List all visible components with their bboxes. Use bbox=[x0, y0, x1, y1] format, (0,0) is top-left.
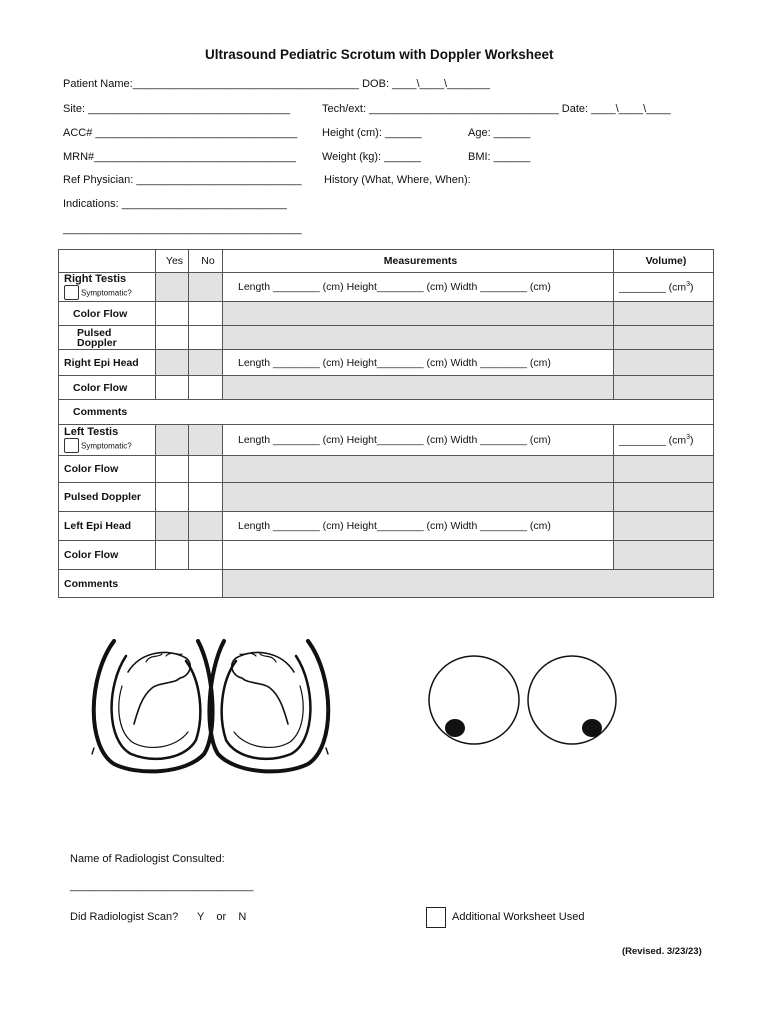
volume-column-header: Volume) bbox=[614, 250, 714, 273]
right-epi-measurements[interactable]: Length ________ (cm) Height________ (cm) Width ________ (cm) bbox=[223, 350, 614, 376]
pulsed-doppler-1-line-b: Doppler bbox=[77, 336, 117, 349]
color-flow-4-no-cell[interactable] bbox=[189, 541, 223, 570]
right-transverse-testis bbox=[429, 656, 519, 744]
pulsed-doppler-label-1 bbox=[59, 326, 156, 350]
ref-physician-field[interactable]: Ref Physician: ___________________________ bbox=[63, 174, 302, 186]
comments-row-1 bbox=[59, 400, 714, 425]
no-column-header: No bbox=[189, 250, 223, 273]
right-testis-yes-cell[interactable] bbox=[156, 273, 189, 302]
color-flow-label-4: Color Flow bbox=[59, 541, 156, 570]
pulsed-doppler-row-1 bbox=[59, 326, 714, 350]
color-flow-1-measure-cell bbox=[223, 302, 614, 326]
color-flow-row-4 bbox=[59, 541, 714, 570]
pulsed-doppler-2-measure-cell bbox=[223, 483, 614, 512]
pulsed-doppler-1-volume-cell bbox=[614, 326, 714, 350]
left-testis-volume[interactable] bbox=[614, 425, 714, 456]
right-epididymis-dot bbox=[445, 719, 465, 737]
right-epi-no-cell[interactable] bbox=[189, 350, 223, 376]
patient-name-dob-field[interactable]: Patient Name:_____________________________________ DOB: ____\____\_______ bbox=[63, 78, 490, 90]
left-testis-sketch bbox=[92, 641, 213, 771]
right-epi-head-row bbox=[59, 350, 714, 376]
indications-field[interactable]: Indications: ___________________________ bbox=[63, 198, 287, 210]
right-testis-measurements[interactable]: Length ________ (cm) Height________ (cm) Width ________ (cm) bbox=[223, 273, 614, 302]
left-testis-measurements[interactable]: Length ________ (cm) Height________ (cm) Width ________ (cm) bbox=[223, 425, 614, 456]
color-flow-2-volume-cell bbox=[614, 376, 714, 400]
right-volume-sup: 3 bbox=[686, 280, 691, 288]
age-field[interactable]: Age: ______ bbox=[468, 127, 531, 139]
left-transverse-testis bbox=[528, 656, 616, 744]
color-flow-label-1: Color Flow bbox=[59, 302, 156, 326]
left-testis-yes-cell[interactable] bbox=[156, 425, 189, 456]
color-flow-label-2: Color Flow bbox=[59, 376, 156, 400]
table-header-row bbox=[59, 250, 714, 273]
color-flow-3-yes-cell[interactable] bbox=[156, 456, 189, 483]
header-empty-cell bbox=[59, 250, 156, 273]
right-epi-head-label: Right Epi Head bbox=[59, 350, 156, 376]
pulsed-doppler-1-measure-cell bbox=[223, 326, 614, 350]
indications-extra-line[interactable]: _______________________________________ bbox=[63, 223, 302, 235]
worksheet-title: Ultrasound Pediatric Scrotum with Doppler Worksheet bbox=[205, 47, 554, 62]
comments-field-1[interactable]: Comments bbox=[59, 400, 714, 425]
color-flow-4-measure-cell[interactable] bbox=[223, 541, 614, 570]
bmi-field[interactable]: BMI: ______ bbox=[468, 151, 531, 163]
left-epididymis-dot bbox=[582, 719, 602, 737]
right-testis-label: Right Testis bbox=[64, 273, 127, 285]
tech-date-field[interactable]: Tech/ext: _______________________________ Date: ____\____\____ bbox=[322, 103, 671, 115]
left-testis-label: Left Testis bbox=[64, 426, 119, 438]
color-flow-2-measure-cell bbox=[223, 376, 614, 400]
color-flow-1-no-cell[interactable] bbox=[189, 302, 223, 326]
left-symptomatic-label: Symptomatic? bbox=[81, 441, 132, 451]
right-symptomatic-checkbox[interactable] bbox=[64, 285, 79, 300]
color-flow-4-yes-cell[interactable] bbox=[156, 541, 189, 570]
left-epi-head-label: Left Epi Head bbox=[59, 512, 156, 541]
left-volume-sup: 3 bbox=[686, 433, 691, 441]
left-epi-head-row bbox=[59, 512, 714, 541]
pulsed-doppler-1-no-cell[interactable] bbox=[189, 326, 223, 350]
right-testis-row bbox=[59, 273, 714, 302]
right-symptomatic-label: Symptomatic? bbox=[81, 288, 132, 298]
measurement-table bbox=[58, 249, 714, 598]
revision-date: (Revised. 3/23/23) bbox=[622, 946, 702, 957]
right-epi-yes-cell[interactable] bbox=[156, 350, 189, 376]
radiologist-scan-yes-no[interactable]: Y or N bbox=[197, 911, 247, 923]
pulsed-doppler-1-yes-cell[interactable] bbox=[156, 326, 189, 350]
transverse-testes-diagram bbox=[426, 654, 636, 754]
weight-field[interactable]: Weight (kg): ______ bbox=[322, 151, 421, 163]
color-flow-1-yes-cell[interactable] bbox=[156, 302, 189, 326]
pulsed-doppler-2-volume-cell bbox=[614, 483, 714, 512]
history-label: History (What, Where, When): bbox=[324, 174, 471, 186]
acc-field[interactable]: ACC# _________________________________ bbox=[63, 127, 298, 139]
scrotum-diagram bbox=[86, 636, 336, 776]
left-epi-measurements[interactable]: Length ________ (cm) Height________ (cm) Width ________ (cm) bbox=[223, 512, 614, 541]
right-testis-sketch bbox=[209, 641, 328, 771]
right-volume-blank: ________ (cm bbox=[619, 281, 687, 294]
measurements-column-header: Measurements bbox=[223, 250, 614, 273]
color-flow-4-volume-cell bbox=[614, 541, 714, 570]
right-volume-close: ) bbox=[690, 281, 694, 294]
pulsed-doppler-label-2: Pulsed Doppler bbox=[59, 483, 156, 512]
pulsed-doppler-2-yes-cell[interactable] bbox=[156, 483, 189, 512]
color-flow-row-2 bbox=[59, 376, 714, 400]
pulsed-doppler-row-2 bbox=[59, 483, 714, 512]
site-field[interactable]: Site: _________________________________ bbox=[63, 103, 290, 115]
color-flow-3-no-cell[interactable] bbox=[189, 456, 223, 483]
comments-2-shaded-cell bbox=[223, 570, 714, 598]
right-testis-label-cell bbox=[59, 273, 156, 302]
yes-column-header: Yes bbox=[156, 250, 189, 273]
color-flow-2-yes-cell[interactable] bbox=[156, 376, 189, 400]
additional-worksheet-checkbox[interactable] bbox=[426, 907, 446, 928]
color-flow-3-measure-cell bbox=[223, 456, 614, 483]
comments-field-2[interactable]: Comments bbox=[59, 570, 223, 598]
radiologist-consulted-label: Name of Radiologist Consulted: bbox=[70, 853, 225, 865]
mrn-field[interactable]: MRN#_________________________________ bbox=[63, 151, 297, 163]
color-flow-1-volume-cell bbox=[614, 302, 714, 326]
left-epi-no-cell[interactable] bbox=[189, 512, 223, 541]
color-flow-row-1 bbox=[59, 302, 714, 326]
additional-worksheet-label: Additional Worksheet Used bbox=[452, 911, 585, 923]
color-flow-3-volume-cell bbox=[614, 456, 714, 483]
color-flow-row-3 bbox=[59, 456, 714, 483]
height-field[interactable]: Height (cm): ______ bbox=[322, 127, 422, 139]
right-testis-no-cell[interactable] bbox=[189, 273, 223, 302]
left-epi-volume-cell bbox=[614, 512, 714, 541]
left-testis-no-cell[interactable] bbox=[189, 425, 223, 456]
left-epi-yes-cell[interactable] bbox=[156, 512, 189, 541]
color-flow-label-3: Color Flow bbox=[59, 456, 156, 483]
right-epi-volume-cell bbox=[614, 350, 714, 376]
left-testis-row bbox=[59, 425, 714, 456]
comments-row-2 bbox=[59, 570, 714, 598]
radiologist-name-field[interactable]: ______________________________ bbox=[70, 880, 254, 892]
right-testis-volume[interactable] bbox=[614, 273, 714, 302]
color-flow-2-no-cell[interactable] bbox=[189, 376, 223, 400]
left-symptomatic-checkbox[interactable] bbox=[64, 438, 79, 453]
pulsed-doppler-1-line-a: Pulsed bbox=[77, 326, 112, 339]
pulsed-doppler-2-no-cell[interactable] bbox=[189, 483, 223, 512]
left-volume-close: ) bbox=[690, 434, 694, 447]
left-volume-blank: ________ (cm bbox=[619, 434, 687, 447]
left-testis-label-cell bbox=[59, 425, 156, 456]
radiologist-scan-label: Did Radiologist Scan? bbox=[70, 911, 179, 923]
